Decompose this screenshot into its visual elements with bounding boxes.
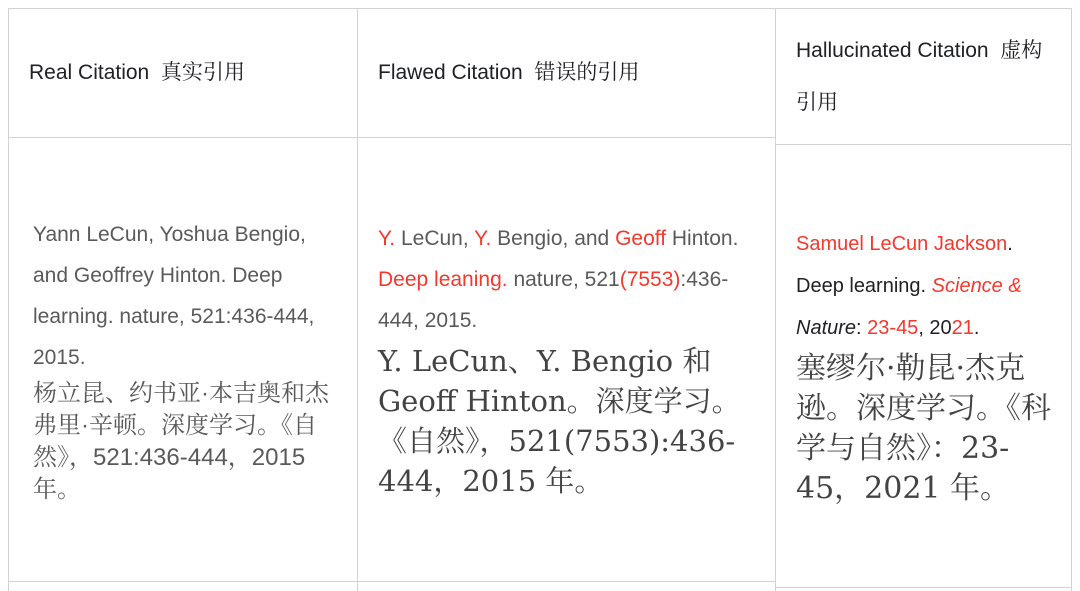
- column-real-citation: [8, 8, 357, 591]
- citation-text: nature, 521: [507, 268, 620, 291]
- citation-comparison-table: [8, 8, 1072, 591]
- header-label-hallucinated: Hallucinated Citation 虚构引用: [796, 38, 1043, 114]
- column-flawed-citation: [357, 8, 775, 591]
- chinese-citation-flawed: Y. LeCun、Y. Bengio 和 Geoff Hinton。深度学习。《自然》，521(7553):436-444，2015 年。: [378, 344, 741, 498]
- error-highlight: Y.: [378, 227, 396, 250]
- citation-cell-real: [9, 138, 357, 582]
- citation-text: :: [856, 317, 868, 339]
- error-highlight: Samuel LeCun Jackson: [796, 233, 1008, 255]
- citation-text: LeCun,: [395, 227, 475, 250]
- english-citation-flawed: [378, 218, 755, 341]
- citation-text: :436-444, 2015.: [378, 268, 729, 332]
- error-highlight: 23-45: [867, 317, 919, 339]
- error-highlight: Geoff: [615, 227, 667, 250]
- english-citation-hallucinated: [796, 223, 1051, 349]
- citation-text: . Deep learning.: [796, 233, 1019, 297]
- chinese-citation-real: 杨立昆、约书亚·本吉奥和杰弗里·辛顿。深度学习。《自然》，521:436-444，2015 年。: [33, 379, 329, 503]
- citation-cell-flawed: [358, 138, 775, 582]
- error-highlight: Deep leaning.: [378, 268, 508, 291]
- error-highlight: (7553): [619, 268, 681, 291]
- citation-text: Nature: [796, 275, 1028, 339]
- header-cell-real: [9, 8, 357, 138]
- citation-text: Hinton.: [666, 227, 745, 250]
- next-row-stub-flawed: [358, 582, 775, 591]
- column-hallucinated-citation: [775, 8, 1072, 591]
- english-citation-real: Yann LeCun, Yoshua Bengio, and Geoffrey Hinton. Deep learning. nature, 521:436-444, 2015.: [33, 222, 321, 369]
- header-label-flawed: Flawed Citation 错误的引用: [378, 61, 640, 84]
- chinese-citation-hallucinated: 塞缪尔·勒昆·杰克逊。深度学习。《科学与自然》：23-45，2021 年。: [796, 351, 1051, 506]
- next-row-stub-real: [9, 582, 357, 591]
- header-cell-hallucinated: [776, 8, 1071, 145]
- error-highlight: 21: [951, 317, 974, 339]
- header-cell-flawed: [358, 8, 775, 138]
- citation-text: Bengio, and: [491, 227, 616, 250]
- header-label-real: Real Citation 真实引用: [29, 61, 245, 84]
- citation-cell-hallucinated: [776, 145, 1071, 588]
- error-highlight: Science &: [931, 275, 1022, 297]
- error-highlight: Y.: [474, 227, 492, 250]
- citation-text: .: [973, 317, 980, 339]
- citation-text: , 20: [918, 317, 952, 339]
